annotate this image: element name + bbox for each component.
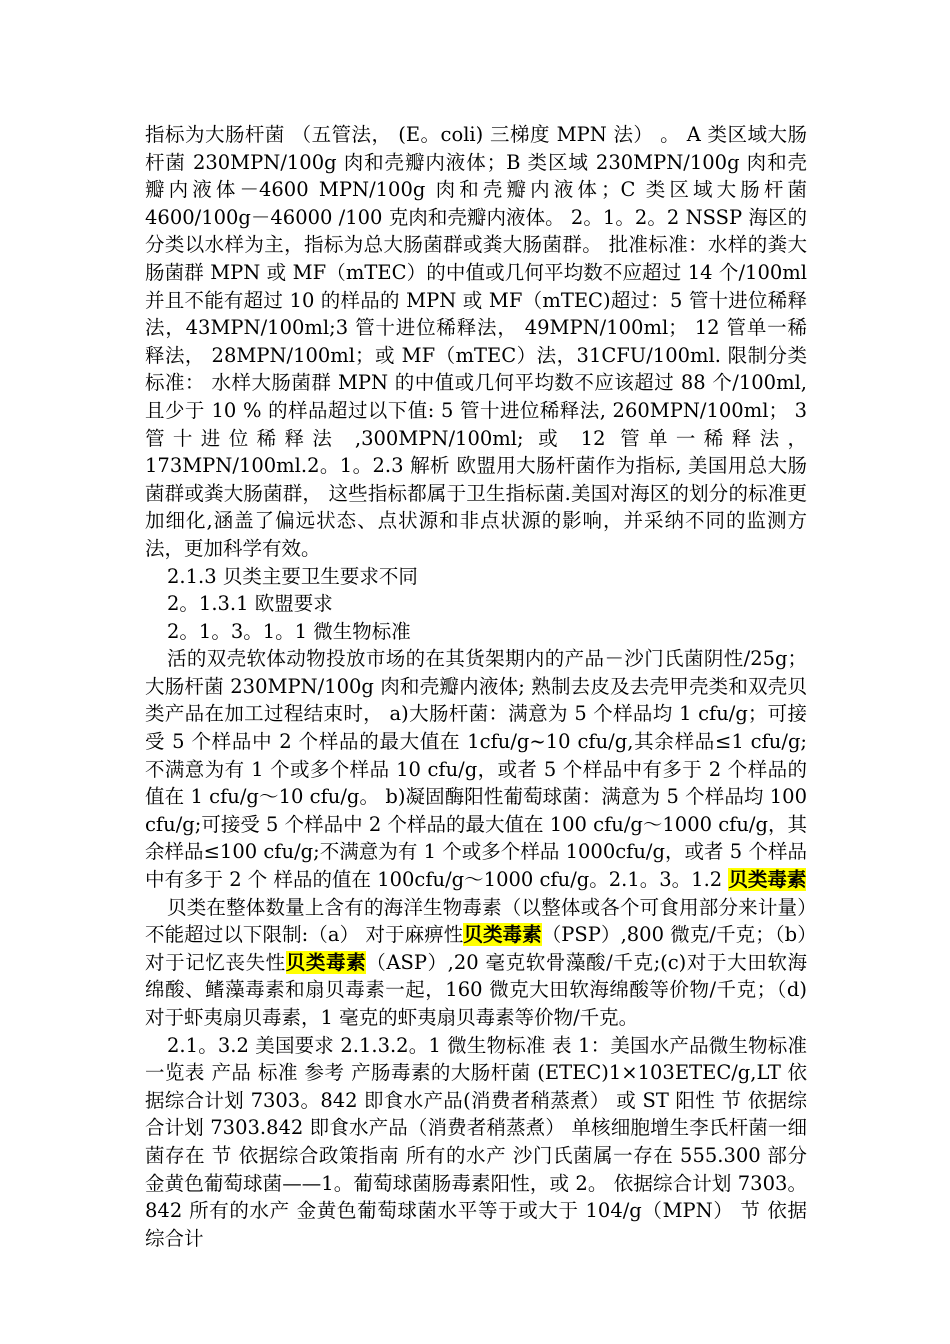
paragraph-toxin-limits	[145, 894, 807, 1032]
paragraph-microbial-standards	[145, 645, 807, 893]
paragraph-us-requirements: 2.1。3.2 美国要求 2.1.3.2。1 微生物标准 表 1：美国水产品微生物标准一览表 产品 标准 参考 产肠毒素的大肠杆菌 (ETEC)1×103ETEC/g,LT 依据综合计划 7303。842 即食水产品(消费者稍蒸煮） 或 ST 阳性 节 依据综合计划 7303.842 即食水产品（消费者稍蒸煮） 单核细胞增生李氏杆菌一细菌存在 节 依据综合政策指南 所有的水产 沙门氏菌属一存在 555.300 部分 金黄色葡萄球菌——1。葡萄球菌肠毒素阳性，或 2。 依据综合计划 7303。842 所有的水产 金黄色葡萄球菌水平等于或大于 104/g（MPN） 节 依据综合计	[145, 1033, 807, 1250]
heading-2-1-3: 2.1.3 贝类主要卫生要求不同	[167, 564, 418, 588]
highlight-shellfish-toxin: 贝类毒素	[728, 868, 807, 892]
toxin-limits-text-a: 贝类在整体数量上含有的海洋生物毒素（以整体或各个可食用部分来计量）不能超过以下限制:（a） 对于麻痹性	[145, 895, 807, 947]
toxin-limits-text-b: （PSP）,800 微克/千克；（b）对于记忆丧失性	[145, 923, 807, 974]
highlight-shellfish-toxin: 贝类毒素	[463, 923, 542, 947]
heading-2-1-3-1: 2。1.3.1 欧盟要求	[167, 592, 333, 616]
paragraph-microbial-standards-text: 活的双壳软体动物投放市场的在其货架期内的产品－沙门氏菌阴性/25g；大肠杆菌 230MPN/100g 肉和壳瓣内液体; 熟制去皮及去壳甲壳类和双壳贝类产品在加工过程结束时， a)大肠杆菌：满意为 5 个样品均 1 cfu/g；可接受 5 个样品中 2 个样品的最大值在 1cfu/g~10 cfu/g,其余样品≤1 cfu/g;不满意为有 1 个或多个样品 10 cfu/g，或者 5 个样品中有多于 2 个样品的值在 1 cfu/g～10 cfu/g。 b)凝固酶阳性葡萄球菌：满意为 5 个样品均 100 cfu/g;可接受 5 个样品中 2 个样品的最大值在 100 cfu/g～1000 cfu/g，其余样品≤100 cfu/g;不满意为有 1 个或多个样品 1000cfu/g，或者 5 个样品中有多于 2 个 样品的值在 100cfu/g～1000 cfu/g。2.1。3。1.2	[145, 647, 807, 892]
document-body	[145, 121, 807, 1252]
paragraph-classification: 指标为大肠杆菌 （五管法， (E。coli) 三梯度 MPN 法） 。 A 类区域大肠杆菌 230MPN/100g 肉和壳瓣内液体；B 类区域 230MPN/100g 肉和壳瓣内液体－4600 MPN/100g 肉和壳瓣内液体；C 类区域大肠杆菌 4600/100g－46000 /100 克肉和壳瓣内液体。 2。1。2。2 NSSP 海区的分类以水样为主，指标为总大肠菌群或粪大肠菌群。 批准标准：水样的粪大肠菌群 MPN 或 MF（mTEC）的中值或几何平均数不应超过 14 个/100ml 并且不能有超过 10 的样品的 MPN 或 MF（mTEC)超过：5 管十进位稀释法，43MPN/100ml;3 管十进位稀释法， 49MPN/100ml； 12 管单一稀释法， 28MPN/100ml；或 MF（mTEC）法，31CFU/100ml. 限制分类标准： 水样大肠菌群 MPN 的中值或几何平均数不应该超过 88 个/100ml, 且少于 10 % 的样品超过以下值: 5 管十进位稀释法, 260MPN/100ml； 3 管十进位稀释法 ,300MPN/100ml; 或 12 管单一稀释法，173MPN/100ml.2。1。2.3 解析 欧盟用大肠杆菌作为指标, 美国用总大肠菌群或粪大肠菌群， 这些指标都属于卫生指标菌.美国对海区的划分的标准更加细化,涵盖了偏远状态、点状源和非点状源的影响，并采纳不同的监测方法，更加科学有效。	[145, 123, 807, 560]
toxin-limits-text-c: （ASP）,20 毫克软骨藻酸/千克;(c)对于大田软海绵酸、鳍藻毒素和扇贝毒素一起，160 微克大田软海绵酸等价物/千克；（d)对于虾夷扇贝毒素，1 毫克的虾夷扇贝毒素等价物/千克。	[145, 950, 807, 1029]
heading-2-1-3-1-1: 2。1。3。1。1 微生物标准	[167, 619, 411, 643]
highlight-shellfish-toxin: 贝类毒素	[285, 950, 367, 974]
